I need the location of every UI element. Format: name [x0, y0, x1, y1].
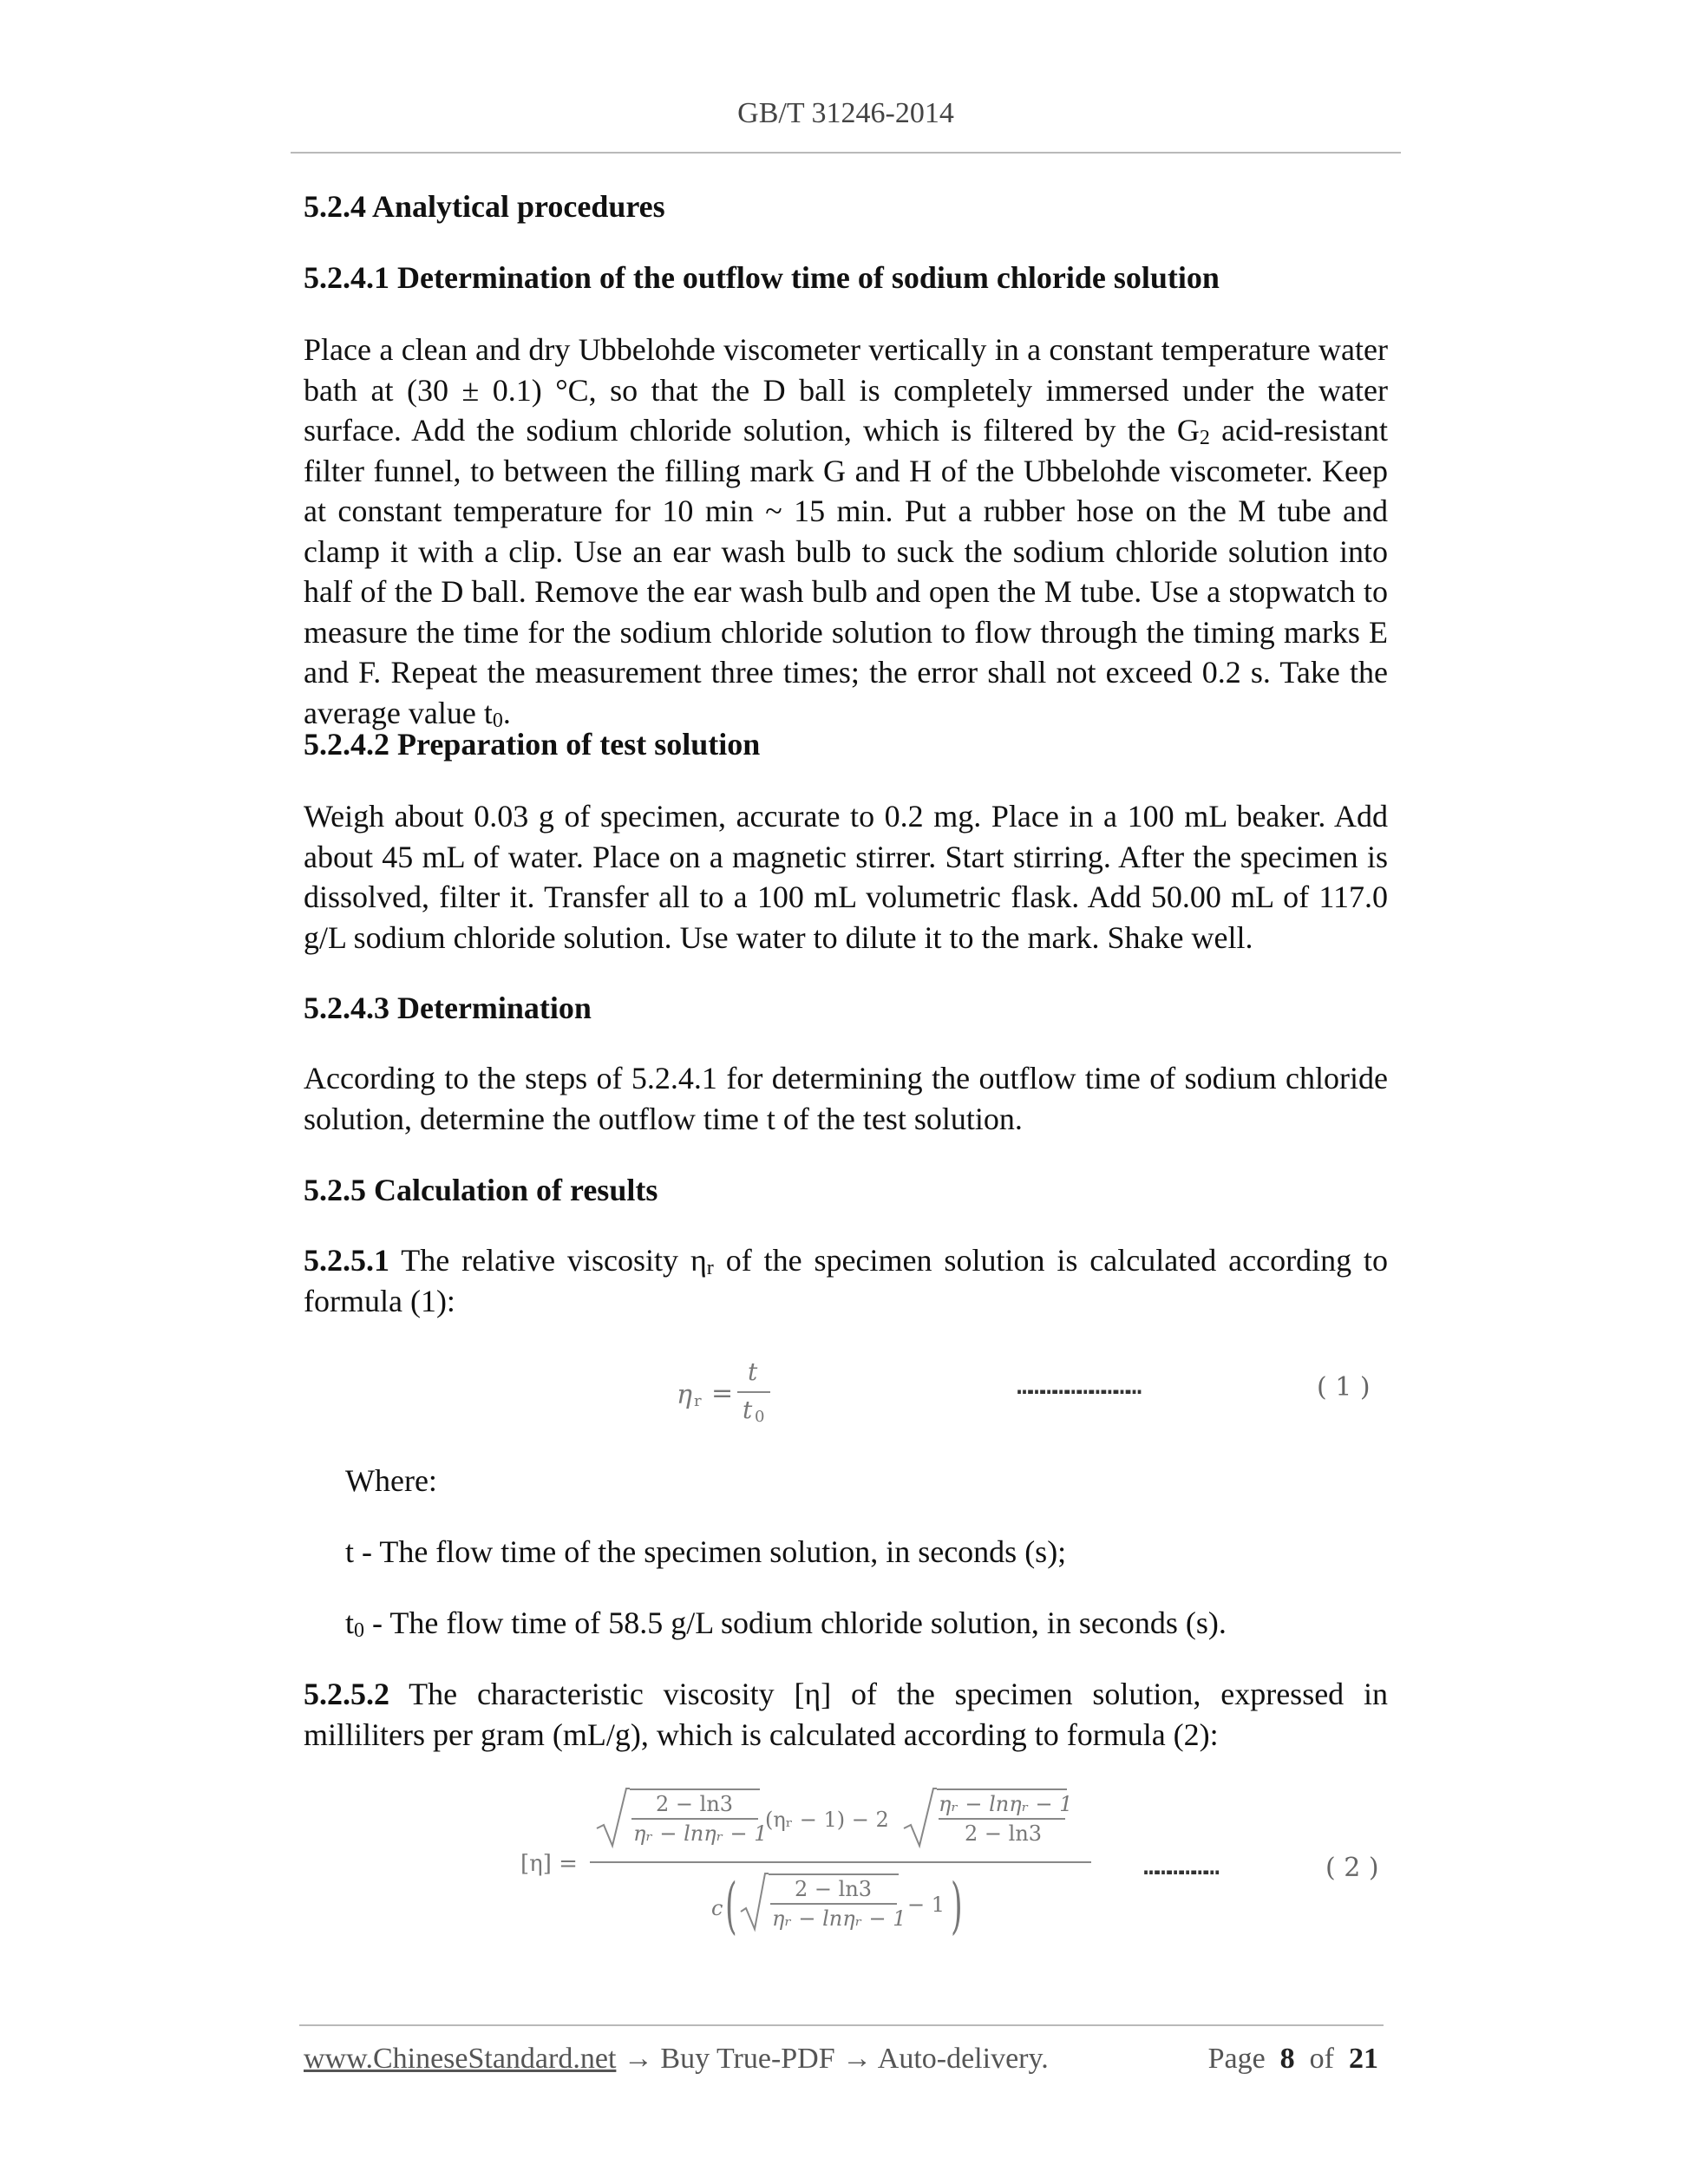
paragraph-5-2-5-2: 5.2.5.2 The characteristic viscosity [η] of the specimen solution, expressed in milliliters per gram (mL/g), which is calculated according to formula (2): — [304, 1677, 1388, 1752]
paragraph-5-2-4-2: Weigh about 0.03 g of specimen, accurate to 0.2 mg. Place in a 100 mL beaker. Add about 45 mL of water. Place on a magnetic stirrer. Start stirring. After the specimen is dissolved, filter it. Transfer all to a 100 mL volumetric flask. Add 50.00 mL of 117.0 g/L sodium chloride solution. Use water to dilute it to the mark. Shake well. — [304, 799, 1388, 955]
formula-1: η r = t t 0 — [677, 1357, 781, 1427]
buy-text: Buy True-PDF — [660, 2043, 835, 2075]
sqrt-sign-2 — [902, 1787, 937, 1849]
where-label: Where: — [345, 1463, 437, 1498]
heading-5-2-4: 5.2.4 Analytical procedures — [304, 189, 665, 224]
paragraph-5-2-4-3: According to the steps of 5.2.4.1 for determining the outflow time of sodium chloride solution, determine the outflow time t of the test solution. — [304, 1061, 1388, 1136]
arrow-icon: → — [623, 2043, 653, 2075]
header-divider — [291, 152, 1401, 154]
paragraph-5-2-5-1: 5.2.5.1 The relative viscosity $\eta_r$ of the specimen solution is calculated according to formula (1): — [304, 1243, 1388, 1318]
heading-5-2-4-3: 5.2.4.3 Determination — [304, 991, 592, 1025]
page-header: GB/T 31246-2014 — [737, 97, 954, 129]
total-pages: 21 — [1349, 2043, 1378, 2075]
where-item-t: t - The flow time of the specimen solution, in seconds (s); — [345, 1534, 1067, 1569]
arrow-icon: → — [842, 2043, 873, 2075]
formula-1-number: ( 1 ) — [1317, 1372, 1371, 1403]
formula-1-leader: ………………………… — [1017, 1370, 1139, 1401]
formula-2-number: ( 2 ) — [1325, 1853, 1379, 1883]
footer-divider — [299, 2024, 1384, 2026]
heading-5-2-4-2: 5.2.4.2 Preparation of test solution — [304, 727, 761, 762]
paragraph-5-2-4-1: Place a clean and dry Ubbelohde viscometer vertically in a constant temperature water bath at (30 ± 0.1) °C, so that the D ball is completely immersed under the water surface. Add the sodium chloride solution, which is filtered by the $G_2$ acid-resistant filter funnel, to between the filling mark G and H of the Ubbelohde viscometer. Keep at constant temperature for 10 min ~ 15 min. Put a rubber hose on the M tube and clamp it with a clip. Use an ear wash bulb to suck the sodium chloride solution into half of the D ball. Remove the ear wash bulb and open the M tube. Use a stopwatch to measure the time for the sodium chloride solution to flow through the timing marks E and F. Repeat the measurement three times; the error shall not exceed 0.2 s. Take the average value $t_0$. — [304, 332, 1388, 732]
footer-promo — [304, 2043, 1049, 2076]
formula-2-leader: ……………… — [1143, 1851, 1217, 1881]
formula-2: [η] = 2 − ln3 ηᵣ − lnηᵣ − 1 (ηᵣ − 1) − 2 ηᵣ − lnηᵣ − 1 2 − ln3 c ( 2 − ln3 ηᵣ − lnηᵣ − 1 − 1 ) — [520, 1787, 1093, 1943]
sqrt-sign-1 — [595, 1787, 630, 1849]
heading-5-2-5: 5.2.5 Calculation of results — [304, 1173, 658, 1207]
sqrt-sign-3 — [739, 1872, 769, 1932]
page-counter: Page 8 of 21 — [1207, 2043, 1378, 2075]
delivery-text: Auto-delivery. — [877, 2043, 1049, 2075]
site-link[interactable]: www.ChineseStandard.net — [304, 2043, 617, 2075]
heading-5-2-4-1: 5.2.4.1 Determination of the outflow time of sodium chloride solution — [304, 260, 1220, 295]
current-page: 8 — [1279, 2043, 1295, 2075]
where-item-t0: $t_0$ - The flow time of 58.5 g/L sodium chloride solution, in seconds (s). — [345, 1605, 1227, 1642]
